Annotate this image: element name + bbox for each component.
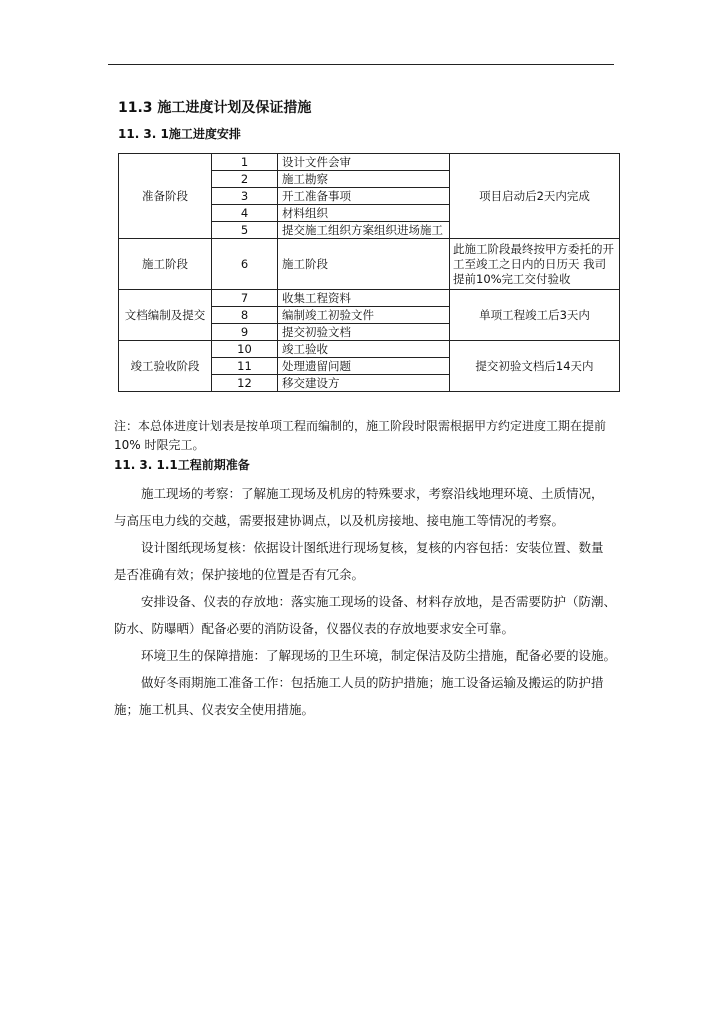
phase-note: 此施工阶段最终按甲方委托的开工至竣工之日内的日历天 我司提前10%完工交付验收 xyxy=(450,239,620,290)
row-task: 竣工验收 xyxy=(278,341,450,358)
row-number: 8 xyxy=(212,307,278,324)
paragraph-line: 环境卫生的保障措施：了解现场的卫生环境，制定保洁及防尘措施，配备必要的设施。 xyxy=(141,648,617,663)
body-text xyxy=(114,480,622,723)
row-task: 开工准备事项 xyxy=(278,188,450,205)
row-number: 1 xyxy=(212,154,278,171)
row-task: 提交初验文档 xyxy=(278,324,450,341)
row-number: 7 xyxy=(212,290,278,307)
row-task: 编制竣工初验文件 xyxy=(278,307,450,324)
paragraph-line: 与高压电力线的交越，需要报建协调点，以及机房接地、接电施工等情况的考察。 xyxy=(114,513,565,528)
paragraph-line: 安排设备、仪表的存放地：落实施工现场的设备、材料存放地，是否需要防护（防潮、 xyxy=(141,594,617,609)
row-number: 11 xyxy=(212,358,278,375)
section-title: 11.3 施工进度计划及保证措施 xyxy=(118,100,312,116)
row-number: 2 xyxy=(212,171,278,188)
table-row xyxy=(119,341,620,358)
row-task: 材料组织 xyxy=(278,205,450,222)
row-number: 3 xyxy=(212,188,278,205)
schedule-table xyxy=(118,153,620,392)
paragraph-line: 施；施工机具、仪表安全使用措施。 xyxy=(114,702,315,717)
row-task: 设计文件会审 xyxy=(278,154,450,171)
phase-cell: 准备阶段 xyxy=(119,154,212,239)
subsection-title: 11. 3. 1施工进度安排 xyxy=(118,127,241,141)
row-task: 提交施工组织方案组织进场施工 xyxy=(278,222,450,239)
row-number: 9 xyxy=(212,324,278,341)
row-number: 12 xyxy=(212,375,278,392)
row-number: 10 xyxy=(212,341,278,358)
paragraph-line: 是否准确有效；保护接地的位置是否有冗余。 xyxy=(114,567,365,582)
header-rule xyxy=(108,64,614,65)
table-row xyxy=(119,239,620,290)
row-number: 6 xyxy=(212,239,278,290)
row-number: 4 xyxy=(212,205,278,222)
row-task: 处理遗留问题 xyxy=(278,358,450,375)
paragraph-line: 做好冬雨期施工准备工作：包括施工人员的防护措施；施工设备运输及搬运的防护措 xyxy=(141,675,604,690)
paragraph-line: 施工现场的考察：了解施工现场及机房的特殊要求，考察沿线地理环境、土质情况， xyxy=(141,486,604,501)
table-row xyxy=(119,290,620,307)
paragraph-line: 防水、防曝晒）配备必要的消防设备，仪器仪表的存放地要求安全可靠。 xyxy=(114,621,515,636)
phase-note: 项目启动后2天内完成 xyxy=(450,154,620,239)
row-task: 施工勘察 xyxy=(278,171,450,188)
table-row xyxy=(119,154,620,171)
subsubsection-title: 11. 3. 1.1工程前期准备 xyxy=(114,458,250,472)
paragraph-line: 设计图纸现场复核：依据设计图纸进行现场复核，复核的内容包括：安装位置、数量 xyxy=(141,540,604,555)
phase-cell: 文档编制及提交 xyxy=(119,290,212,341)
table-footnote: 注：本总体进度计划表是按单项工程而编制的，施工阶段时限需根据甲方约定进度工期在提前 10% 时限完工。 xyxy=(114,419,607,452)
phase-note: 单项工程竣工后3天内 xyxy=(450,290,620,341)
phase-cell: 竣工验收阶段 xyxy=(119,341,212,392)
row-task: 移交建设方 xyxy=(278,375,450,392)
row-number: 5 xyxy=(212,222,278,239)
phase-cell: 施工阶段 xyxy=(119,239,212,290)
row-task: 收集工程资料 xyxy=(278,290,450,307)
phase-note: 提交初验文档后14天内 xyxy=(450,341,620,392)
row-task: 施工阶段 xyxy=(278,239,450,290)
